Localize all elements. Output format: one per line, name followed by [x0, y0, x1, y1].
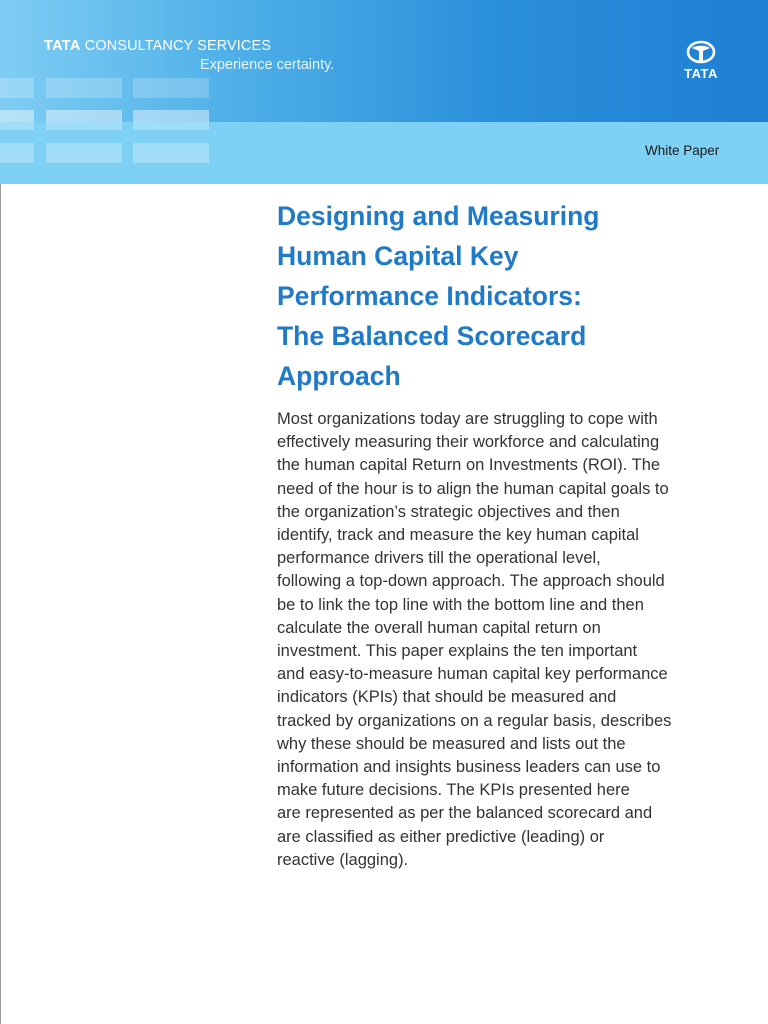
title-line: Designing and Measuring — [277, 201, 600, 231]
company-name-tata: TATA — [44, 38, 81, 54]
abstract-line: identify, track and measure the key human capital — [277, 526, 639, 545]
header-banner — [0, 0, 768, 122]
document-type-label: White Paper — [645, 143, 720, 158]
abstract-line: the organization’s strategic objectives and then — [277, 502, 620, 521]
document-title — [277, 196, 697, 396]
title-line: Performance Indicators: — [277, 281, 582, 311]
abstract-line: why these should be measured and lists out the — [277, 734, 626, 753]
abstract-line: following a top-down approach. The approach should — [277, 572, 665, 591]
title-line: The Balanced Scorecard — [277, 321, 587, 351]
abstract-line: need of the hour is to align the human capital goals to — [277, 479, 669, 498]
page-border — [0, 184, 1, 1024]
abstract-line: are represented as per the balanced scorecard and — [277, 804, 653, 823]
abstract-line: performance drivers till the operational level, — [277, 549, 601, 568]
abstract-line: make future decisions. The KPIs presented here — [277, 781, 630, 800]
abstract-line: be to link the top line with the bottom line and then — [277, 595, 644, 614]
company-tagline: Experience certainty. — [200, 57, 335, 73]
abstract-line: Most organizations today are struggling to cope with — [277, 410, 658, 428]
company-name — [44, 38, 271, 54]
tata-logo-icon — [686, 40, 716, 64]
abstract-line: indicators (KPIs) that should be measured and — [277, 688, 617, 707]
company-name-rest: CONSULTANCY SERVICES — [84, 38, 272, 54]
abstract-paragraph — [277, 408, 697, 872]
abstract-line: tracked by organizations on a regular basis, describes — [277, 711, 672, 730]
abstract-line: reactive (lagging). — [277, 850, 409, 869]
abstract-line: calculate the overall human capital return on — [277, 618, 601, 637]
abstract-line: information and insights business leaders can use to — [277, 758, 661, 777]
logo-wordmark: TATA — [684, 66, 718, 81]
abstract-line: are classified as either predictive (leading) or — [277, 827, 605, 846]
tata-logo — [676, 40, 726, 84]
title-line: Human Capital Key — [277, 241, 519, 271]
abstract-line: the human capital Return on Investments (ROI). The — [277, 456, 661, 475]
abstract-line: investment. This paper explains the ten important — [277, 642, 638, 661]
title-line: Approach — [277, 361, 401, 391]
abstract-line: effectively measuring their workforce and calculating — [277, 433, 660, 452]
abstract-line: and easy-to-measure human capital key performance — [277, 665, 668, 684]
header-subband — [0, 122, 768, 184]
